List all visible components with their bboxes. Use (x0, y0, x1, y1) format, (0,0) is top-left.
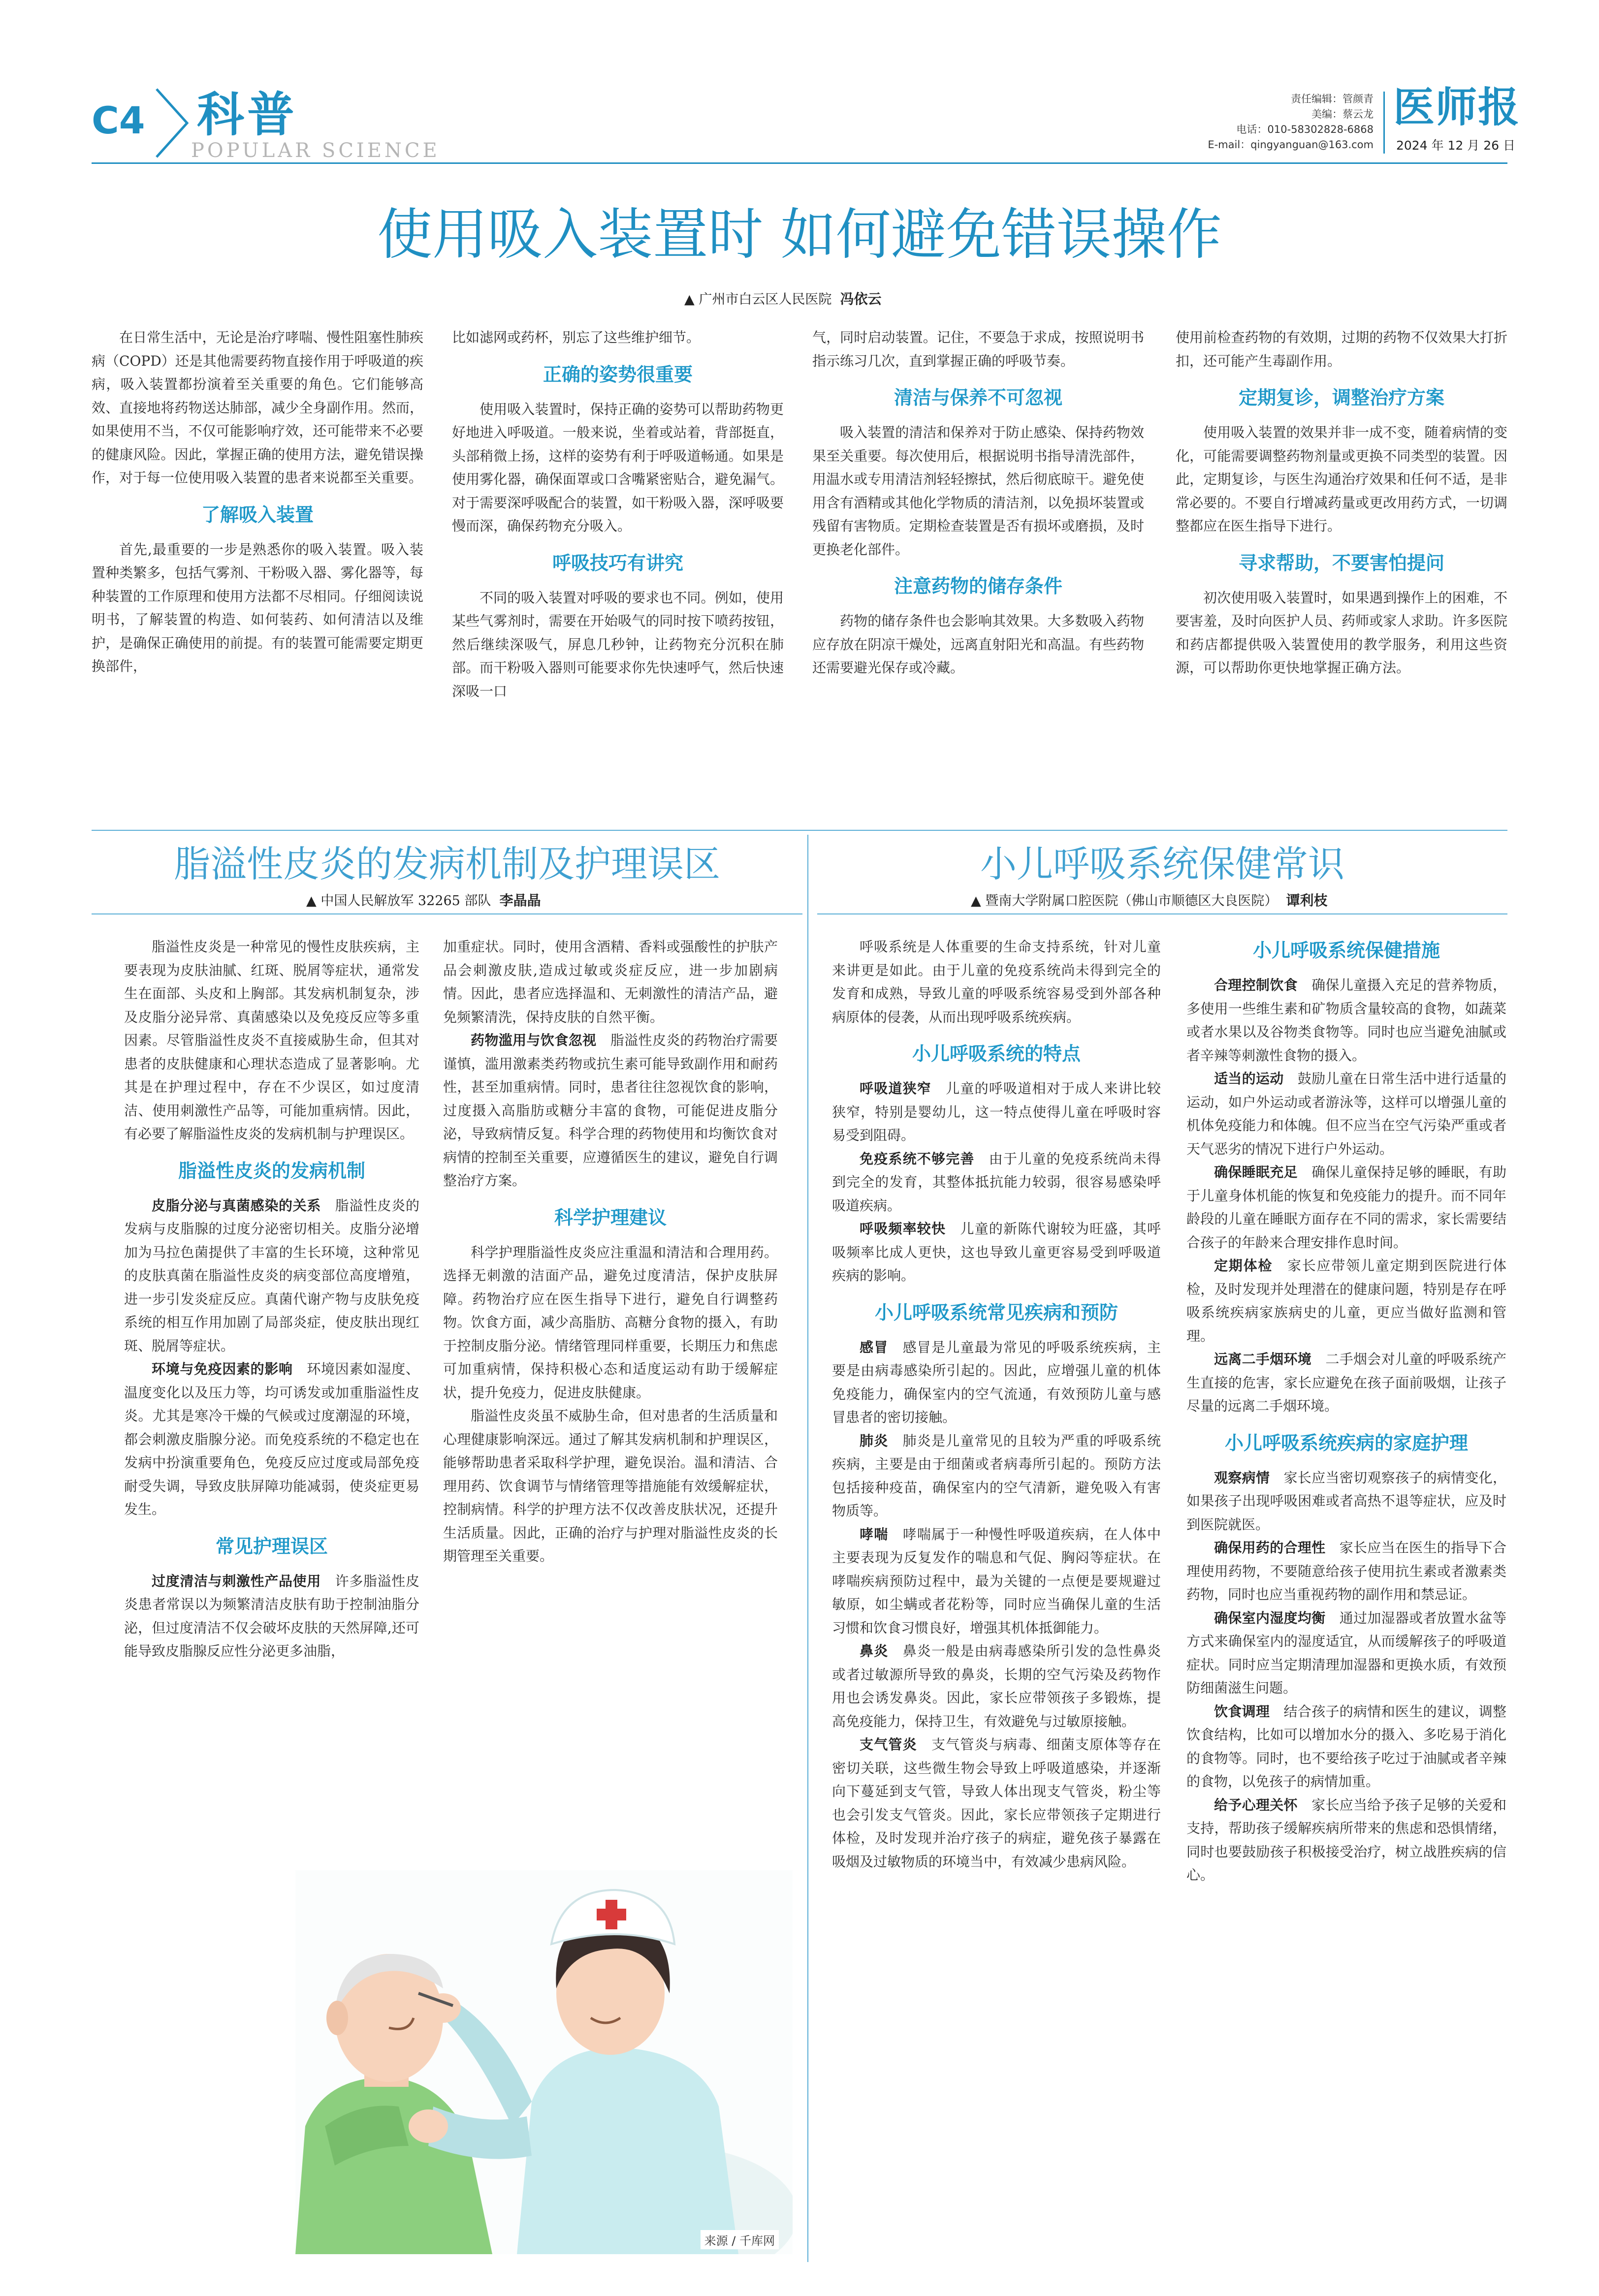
article1-title: 使用吸入装置时 如何避免错误操作 (377, 203, 1222, 267)
section-subtitle: POPULAR SCIENCE (191, 139, 440, 162)
paragraph-text: 首先,最重要的一步是熟悉你的吸入装置。吸入装置种类繁多，包括气雾剂、干粉吸入器、雾化器等，每种装置的工作原理和使用方法都不尽相同。仔细阅读说明书，了解装置的构造、如何装药、如何清洁以及维护，是确保正确使用的前提。有的装置可能需要定期更换部件， (92, 541, 423, 674)
author: 谭利枝 (1286, 892, 1328, 909)
article3-title-rule (817, 913, 1507, 914)
paragraph-text: 科学护理脂溢性皮炎应注重温和清洁和合理用药。选择无刺激的洁面产品，避免过度清洁，保护皮肤屏障。药物治疗应在医生指导下进行，避免自行调整药物。饮食方面，减少高脂肪、高糖分食物的摄入，有助于控制皮脂分泌。情绪管理同样重要，长期压力和焦虑可加重病情，保持积极心态和适度运动有助于缓解症状，提升免疫力，促进皮肤健康。 (443, 1244, 778, 1401)
paragraph (1186, 1793, 1506, 1887)
paragraph (124, 935, 419, 1146)
paragraph-lead: 哮喘 (860, 1526, 889, 1542)
paragraph-text: 不同的吸入装置对呼吸的要求也不同。例如，使用某些气雾剂时，需要在开始吸气的同时按下喷药按钮，然后继续深吸气，屏息几秒钟，让药物充分沉积在肺部。而干粉吸入器则可能要求你先快速呼气，然后快速深吸一口 (452, 589, 784, 699)
issue-date: 2024 年 12 月 26 日 (1396, 138, 1515, 153)
subheading: 定期复诊，调整治疗方案 (1238, 387, 1444, 409)
newspaper-logo: 医师报 (1393, 83, 1521, 131)
paragraph (832, 1429, 1161, 1523)
article1-bottom-rule (92, 830, 1507, 831)
paragraph-text: 感冒是儿童最为常见的呼吸系统疾病，主要是由病毒感染所引起的。因此，应增强儿童的机体免疫能力，确保室内的空气流通，有效预防儿童与感冒患者的密切接触。 (832, 1339, 1161, 1425)
paragraph-lead: 支气管炎 (860, 1736, 917, 1753)
paragraph-text: 哮喘属于一种慢性呼吸道疾病，在人体中主要表现为反复发作的喘息和气促、胸闷等症状。在哮喘疾病预防过程中，最为关键的一点便是要规避过敏原，如尘螨或者花粉等，同时应当确保儿童的生活习惯和饮食习惯良好，增强其机体抵御能力。 (832, 1526, 1161, 1636)
paragraph (812, 421, 1144, 561)
subheading: 小儿呼吸系统保健措施 (1252, 940, 1440, 961)
subheading: 小儿呼吸系统的特点 (912, 1043, 1081, 1065)
nurse-illustration (295, 1870, 793, 2254)
paragraph (1176, 421, 1507, 538)
article2-title: 脂溢性皮炎的发病机制及护理误区 (174, 843, 720, 885)
triangle-byline-icon: ▲ 广州市白云区人民医院 (684, 292, 832, 307)
column-divider (807, 835, 808, 2262)
paragraph-text: 鼻炎一般是由病毒感染所引发的急性鼻炎或者过敏源所导致的鼻炎，长期的空气污染及药物作用也会诱发鼻炎。因此，家长应带领孩子多锻炼，提高免疫能力，保持卫生，有效避免与过敏原接触。 (832, 1643, 1161, 1730)
paragraph (1186, 1348, 1506, 1418)
paragraph (92, 538, 423, 678)
paragraph-lead: 观察病情 (1214, 1469, 1270, 1486)
paragraph (1176, 326, 1507, 373)
subheading: 寻求帮助，不要害怕提问 (1238, 552, 1444, 574)
paragraph-text: 结合孩子的病情和医生的建议，调整饮食结构，比如可以增加水分的摄入、多吃易于消化的食物等。同时，也不要给孩子吃过于油腻或者辛辣的食物，以免孩子的病情加重。 (1186, 1703, 1506, 1790)
paragraph-lead: 合理控制饮食 (1214, 977, 1298, 993)
paragraph-lead: 鼻炎 (860, 1643, 889, 1659)
paragraph-text: 环境因素如湿度、温度变化以及压力等，均可诱发或加重脂溢性皮炎。尤其是寒冷干燥的气候或过度潮湿的环境，都会刺激皮脂腺分泌。而免疫系统的不稳定也在发病中扮演重要角色，免疫反应过度或局部免疫耐受失调，导致皮肤屏障功能减弱，使炎症更易发生。 (124, 1361, 419, 1517)
paragraph (443, 1404, 778, 1568)
paragraph-lead: 适当的运动 (1214, 1070, 1284, 1087)
paragraph (1186, 1067, 1506, 1161)
article3-title: 小儿呼吸系统保健常识 (980, 843, 1344, 885)
subheading: 注意药物的储存条件 (894, 575, 1062, 597)
paragraph-text: 脂溢性皮炎的发病与皮脂腺的过度分泌密切相关。皮脂分泌增加为马拉色菌提供了丰富的生长环境，这种常见的皮肤真菌在脂溢性皮炎的病变部位高度增殖，进一步引发炎症反应。真菌代谢产物与皮肤免疫系统的相互作用加剧了局部炎症，使皮肤出现红斑、脱屑等症状。 (124, 1197, 419, 1354)
article3-byline (971, 890, 1328, 910)
paragraph-text: 脂溢性皮炎的药物治疗需要谨慎，滥用激素类药物或抗生素可能导致副作用和耐药性，甚至加重病情。同时，患者往往忽视饮食的影响，过度摄入高脂肪或糖分丰富的食物，可能促进皮脂分泌，导致病情反复。科学合理的药物使用和均衡饮食对病情的控制至关重要，应遵循医生的建议，避免自行调整治疗方案。 (443, 1032, 778, 1189)
paragraph-lead: 饮食调理 (1214, 1703, 1270, 1720)
subheading: 常见护理误区 (215, 1535, 328, 1557)
header-rule (92, 162, 1507, 164)
author: 冯依云 (840, 291, 882, 307)
subheading: 正确的姿势很重要 (543, 363, 693, 385)
paragraph-text: 由于儿童的免疫系统尚未得到完全的发育，其整体抵抗能力较弱，很容易感染呼吸道疾病。 (832, 1150, 1161, 1214)
paragraph-text: 比如滤网或药杯，别忘了这些维护细节。 (452, 329, 701, 346)
paragraph (1186, 1161, 1506, 1254)
phone-line: 电话：010-58302828-6868 (1236, 124, 1374, 135)
paragraph-text: 二手烟会对儿童的呼吸系统产生直接的危害，家长应避免在孩子面前吸烟，让孩子尽量的远离二手烟环境。 (1186, 1351, 1506, 1414)
paragraph-text: 家长应当在医生的指导下合理使用药物，不要随意给孩子使用抗生素或者激素类药物，同时也应当重视药物的副作用和禁忌证。 (1186, 1540, 1506, 1603)
editor-info (1172, 92, 1374, 153)
paragraph-text: 肺炎是儿童常见的且较为严重的呼吸系统疾病，主要是由于细菌或者病毒所引起的。预防方法包括接种疫苗，确保室内的空气清新，避免吸入有害物质等。 (832, 1432, 1161, 1519)
paragraph-text: 吸入装置的清洁和保养对于防止感染、保持药物效果至关重要。每次使用后，根据说明书指导清洗部件，用温水或专用清洁剂轻轻擦拭，然后彻底晾干。避免使用含有酒精或其他化学物质的清洁剂，以免损坏装置或残留有害物质。定期检查装置是否有损坏或磨损，及时更换老化部件。 (812, 424, 1144, 558)
paragraph-lead: 环境与免疫因素的影响 (152, 1361, 293, 1377)
paragraph-lead: 过度清洁与刺激性产品使用 (152, 1573, 321, 1589)
paragraph-text: 使用吸入装置时，保持正确的姿势可以帮助药物更好地进入呼吸道。一般来说，坐着或站着，背部挺直，头部稍微上扬，这样的姿势有利于呼吸道畅通。如果是使用雾化器，确保面罩或口含嘴紧密贴合，避免漏气。对于需要深呼吸配合的装置，如干粉吸入器，深呼吸要慢而深，确保药物充分吸入。 (452, 401, 784, 534)
art-editor-line: 美编：蔡云龙 (1311, 108, 1374, 120)
subheading: 了解吸入装置 (201, 503, 314, 526)
paragraph-text: 在日常生活中，无论是治疗哮喘、慢性阻塞性肺疾病（COPD）还是其他需要药物直接作用于呼吸道的疾病，吸入装置都扮演着至关重要的角色。它们能够高效、直接地将药物送达肺部，减少全身副作用。然而，如果使用不当，不仅可能影响疗效，还可能带来不必要的健康风险。因此，掌握正确的使用方法，避免错误操作，对于每一位使用吸入装置的患者来说都至关重要。 (92, 329, 423, 486)
paragraph-text: 支气管炎与病毒、细菌支原体等存在密切关联，这些微生物会导致上呼吸道感染，并逐渐向下蔓延到支气管，导致人体出现支气管炎，粉尘等也会引发支气管炎。因此，家长应带领孩子定期进行体检，及时发现并治疗孩子的病症，避免孩子暴露在吸烟及过敏物质的环境当中，有效减少患病风险。 (832, 1736, 1161, 1870)
paragraph (443, 935, 778, 1029)
paragraph-lead: 呼吸道狭窄 (860, 1080, 931, 1097)
paragraph (1186, 1606, 1506, 1700)
header-divider (1383, 92, 1385, 154)
paragraph-text: 家长应当密切观察孩子的病情变化，如果孩子出现呼吸困难或者高热不退等症状，应及时到医院就医。 (1186, 1469, 1506, 1533)
author: 李晶晶 (499, 892, 541, 909)
paragraph-text: 确保儿童保持足够的睡眠，有助于儿童身体机能的恢复和免疫能力的提升。而不同年龄段的儿童在睡眠方面存在不同的需求，家长需要结合孩子的年龄来合理安排作息时间。 (1186, 1164, 1506, 1251)
paragraph (832, 1523, 1161, 1640)
paragraph (452, 398, 784, 538)
paragraph-text: 初次使用吸入装置时，如果遇到操作上的困难，不要害羞，及时向医护人员、药师或家人求助。许多医院和药店都提供吸入装置使用的教学服务，利用这些资源，可以帮助你更快地掌握正确方法。 (1176, 589, 1507, 676)
paragraph-lead: 感冒 (860, 1339, 889, 1355)
paragraph-text: 许多脂溢性皮炎患者常误以为频繁清洁皮肤有助于控制油脂分泌，但过度清洁不仅会破坏皮肤的天然屏障,还可能导致皮脂腺反应性分泌更多油脂， (124, 1573, 419, 1659)
paragraph (832, 1147, 1161, 1218)
paragraph-lead: 定期体检 (1214, 1258, 1273, 1274)
subheading: 小儿呼吸系统疾病的家庭护理 (1224, 1432, 1468, 1454)
paragraph (1186, 1700, 1506, 1793)
page-number: C4 (92, 98, 145, 142)
paragraph-text: 确保儿童摄入充足的营养物质，多使用一些维生素和矿物质含量较高的食物，如蔬菜或者水果以及谷物类食物等。同时也应当避免油腻或者辛辣等刺激性食物的摄入。 (1186, 977, 1506, 1064)
subheading: 脂溢性皮炎的发病机制 (178, 1160, 365, 1182)
paragraph (443, 1241, 778, 1405)
subheading: 小儿呼吸系统常见疾病和预防 (874, 1301, 1118, 1323)
paragraph-lead: 药物滥用与饮食忽视 (471, 1032, 597, 1048)
paragraph-lead: 远离二手烟环境 (1214, 1351, 1312, 1367)
paragraph (832, 1217, 1161, 1288)
article2-col1 (124, 935, 419, 1880)
paragraph-text: 脂溢性皮炎虽不威胁生命，但对患者的生活质量和心理健康影响深远。通过了解其发病机制和护理误区，能够帮助患者采取科学护理，避免误治。温和清洁、合理用药、饮食调节与情绪管理等措施能有效缓解症状，控制病情。科学的护理方法不仅改善皮肤状况，还提升生活质量。因此，正确的治疗与护理对脂溢性皮炎的长期管理至关重要。 (443, 1408, 778, 1564)
paragraph (812, 326, 1144, 373)
subheading: 呼吸技巧有讲究 (552, 552, 683, 574)
paragraph-text: 儿童的呼吸道相对于成人来讲比较狭窄，特别是婴幼儿，这一特点使得儿童在呼吸时容易受到阻碍。 (832, 1080, 1161, 1143)
paragraph-text: 儿童的新陈代谢较为旺盛，其呼吸频率比成人更快，这也导致儿童更容易受到呼吸道疾病的影响。 (832, 1221, 1161, 1284)
article2-title-rule (92, 913, 802, 914)
paragraph-text: 加重症状。同时，使用含酒精、香料或强酸性的护肤产品会刺激皮肤,造成过敏或炎症反应，进一步加剧病情。因此，患者应选择温和、无刺激性的清洁产品，避免频繁清洗，保持皮肤的自然平衡。 (443, 939, 778, 1025)
paragraph-lead: 给予心理关怀 (1214, 1796, 1298, 1813)
paragraph (1186, 1254, 1506, 1348)
article2-byline (306, 890, 541, 910)
article1-col4 (1176, 326, 1507, 823)
paragraph (452, 586, 784, 703)
article1-col3 (812, 326, 1144, 823)
paragraph (832, 1336, 1161, 1429)
paragraph (443, 1029, 778, 1193)
paragraph (812, 609, 1144, 680)
paragraph-lead: 呼吸频率较快 (860, 1221, 946, 1237)
paragraph-text: 呼吸系统是人体重要的生命支持系统，针对儿童来讲更是如此。由于儿童的免疫系统尚未得到完全的发育和成熟，导致儿童的呼吸系统容易受到外部各种病原体的侵袭，从而出现呼吸系统疾病。 (832, 939, 1161, 1025)
paragraph-text: 使用吸入装置的效果并非一成不变，随着病情的变化，可能需要调整药物剂量或更换不同类型的装置。因此，定期复诊，与医生沟通治疗效果和任何不适，是非常必要的。不要自行增减药量或更改用药方式，一切调整都应在医生指导下进行。 (1176, 424, 1507, 534)
paragraph (832, 1733, 1161, 1873)
paragraph (124, 1570, 419, 1663)
triangle-byline-icon: ▲ 中国人民解放军 32265 部队 (306, 893, 491, 909)
paragraph-text: 气，同时启动装置。记住，不要急于求成，按照说明书指示练习几次，直到掌握正确的呼吸节奏。 (812, 329, 1144, 369)
paragraph-text: 家长应带领儿童定期到医院进行体检，及时发现并处理潜在的健康问题，特别是存在呼吸系统疾病家族病史的儿童，更应当做好监测和管理。 (1186, 1258, 1506, 1344)
article3-col1 (832, 935, 1161, 2274)
email-line: E-mail：qingyanguan@163.com (1208, 139, 1374, 151)
paragraph-text: 家长应当给予孩子足够的关爱和支持，帮助孩子缓解疾病所带来的焦虑和恐惧情绪，同时也要鼓励孩子积极接受治疗，树立战胜疾病的信心。 (1186, 1796, 1506, 1883)
paragraph-lead: 确保睡眠充足 (1214, 1164, 1298, 1180)
paragraph-text: 通过加湿器或者放置水盆等方式来确保室内的湿度适宜，从而缓解孩子的呼吸道症状。同时应当定期清理加湿器和更换水质，有效预防细菌滋生问题。 (1186, 1609, 1506, 1696)
paragraph-text: 使用前检查药物的有效期，过期的药物不仅效果大打折扣，还可能产生毒副作用。 (1176, 329, 1507, 369)
article3-col2 (1186, 925, 1506, 2274)
section-title: 科普 (197, 87, 297, 142)
editor-line: 责任编辑：管颜青 (1291, 93, 1374, 105)
article1-col2 (452, 326, 784, 823)
triangle-byline-icon: ▲ 暨南大学附属口腔医院（佛山市顺德区大良医院） (971, 893, 1278, 909)
paragraph-lead: 确保用药的合理性 (1214, 1540, 1326, 1556)
paragraph-lead: 免疫系统不够完善 (860, 1150, 975, 1167)
paragraph (1176, 586, 1507, 680)
paragraph (1186, 974, 1506, 1067)
article1-col1 (92, 326, 423, 823)
paragraph (1186, 1536, 1506, 1606)
paragraph (92, 326, 423, 490)
paragraph (124, 1357, 419, 1521)
chevron-right-icon (154, 86, 193, 160)
article1-byline (684, 288, 882, 308)
paragraph (832, 1077, 1161, 1147)
paragraph-text: 药物的储存条件也会影响其效果。大多数吸入药物应存放在阴凉干燥处，远离直射阳光和高温。有些药物还需要避光保存或冷藏。 (812, 613, 1144, 676)
article2-col2 (443, 935, 778, 1880)
nurse-patient-image (295, 1870, 793, 2254)
paragraph (124, 1194, 419, 1358)
paragraph-lead: 肺炎 (860, 1432, 889, 1449)
paragraph (452, 326, 784, 349)
paragraph-text: 鼓励儿童在日常生活中进行适量的运动，如户外运动或者游泳等，这样可以增强儿童的机体免疫能力和体魄。但不应当在空气污染严重或者天气恶劣的情况下进行户外运动。 (1186, 1070, 1506, 1157)
image-caption: 来源 / 千库网 (701, 2230, 779, 2249)
paragraph (832, 1639, 1161, 1733)
subheading: 清洁与保养不可忽视 (894, 387, 1062, 409)
paragraph (1186, 1466, 1506, 1537)
subheading: 科学护理建议 (554, 1206, 667, 1228)
paragraph (832, 935, 1161, 1029)
paragraph-lead: 确保室内湿度均衡 (1214, 1609, 1326, 1626)
paragraph-text: 脂溢性皮炎是一种常见的慢性皮肤疾病，主要表现为皮肤油腻、红斑、脱屑等症状，通常发生在面部、头皮和上胸部。其发病机制复杂，涉及皮脂分泌异常、真菌感染以及免疫反应等多重因素。尽管脂溢性皮炎不直接威胁生命，但其对患者的皮肤健康和心理状态造成了显著影响。尤其是在护理过程中，存在不少误区，如过度清洁、使用刺激性产品等，可能加重病情。因此，有必要了解脂溢性皮炎的发病机制与护理误区。 (124, 939, 419, 1142)
paragraph-lead: 皮脂分泌与真菌感染的关系 (152, 1197, 321, 1214)
